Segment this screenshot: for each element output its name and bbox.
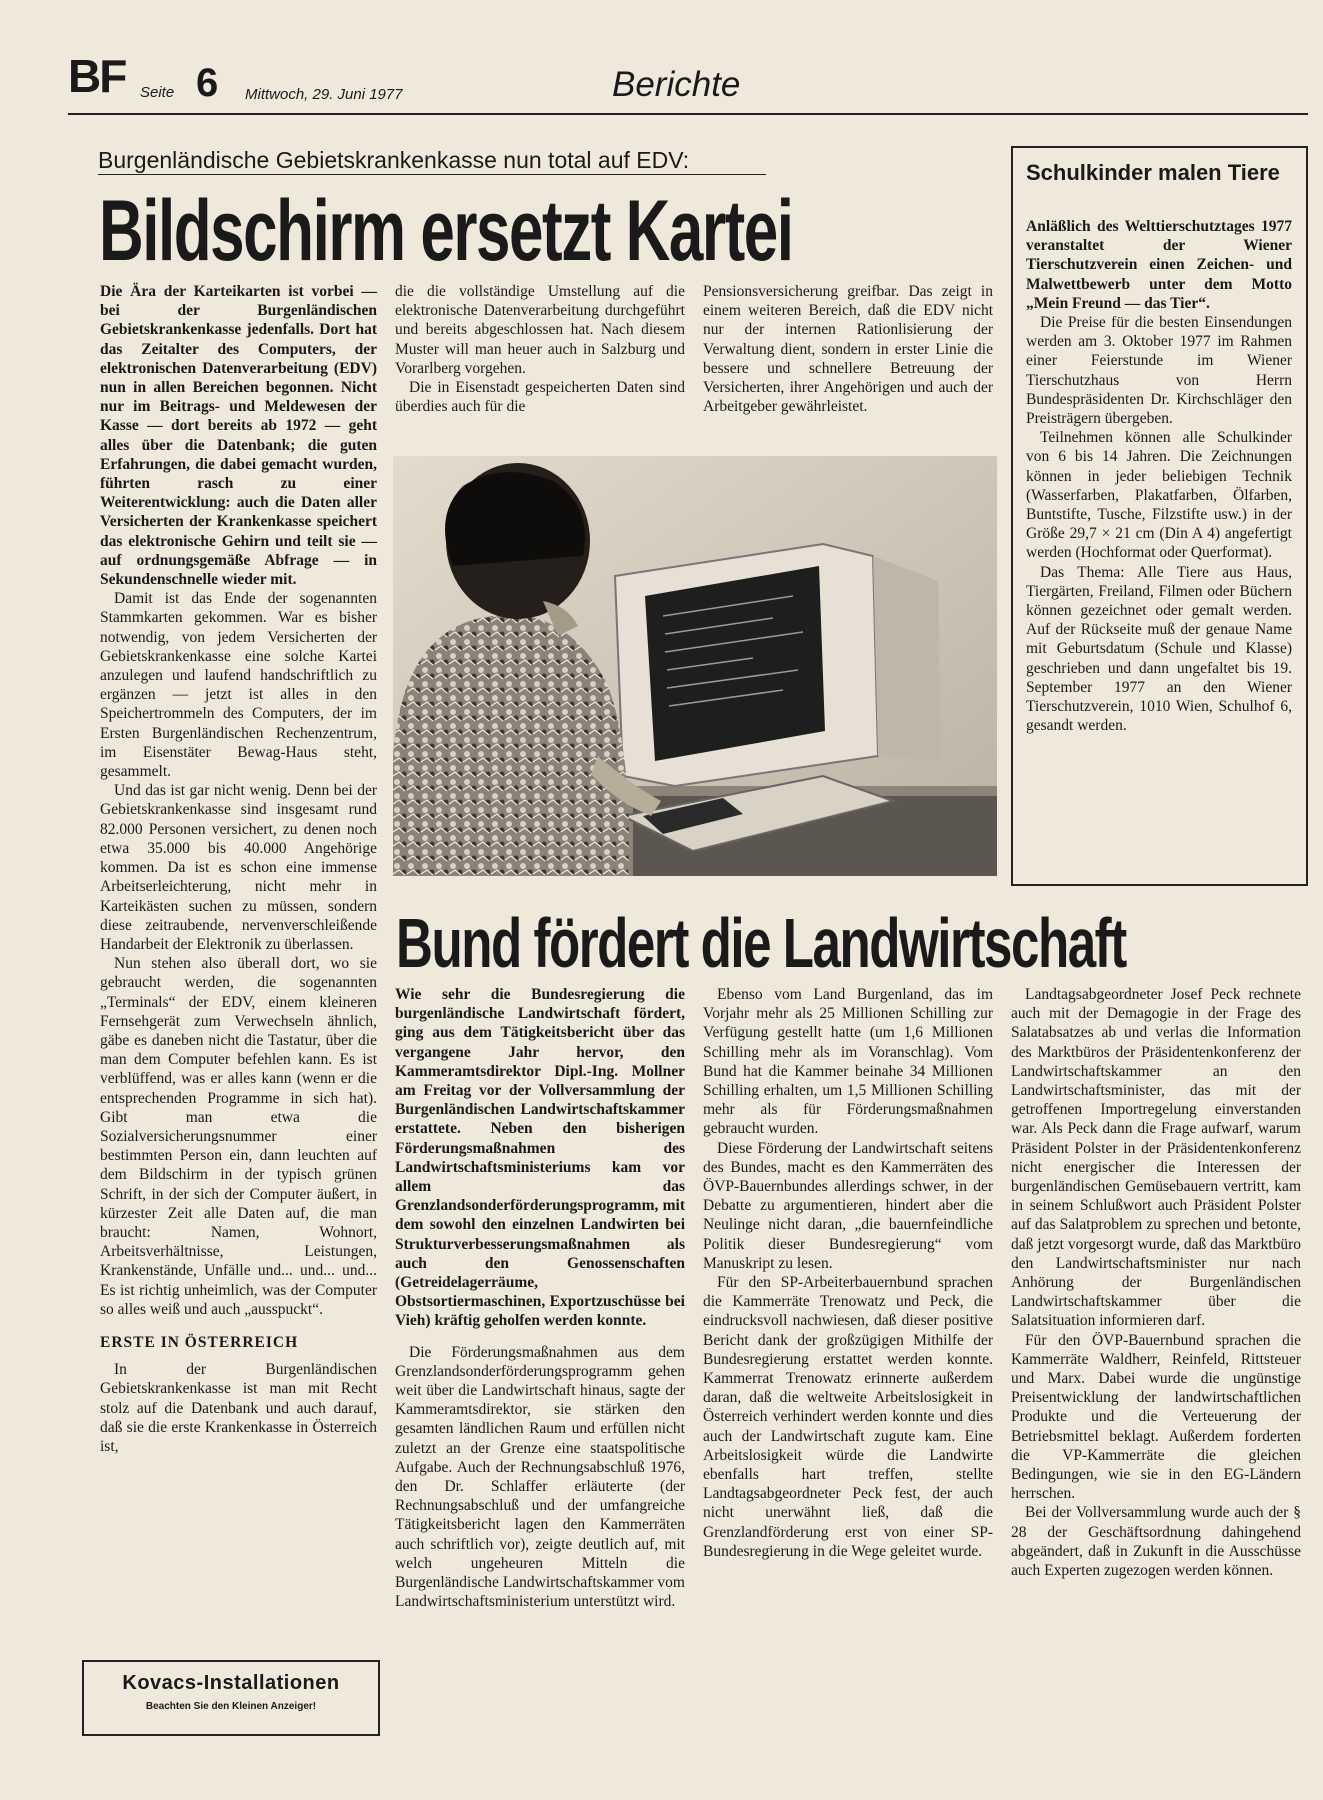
article1-lead: Die Ära der Karteikarten ist vorbei — bei der Burgenländischen Gebietskrankenkasse jedenfalls. Dort hat das Zeitalter des Computers, der elektronischen Datenverarbeitung (EDV) nun in allen Bereichen begonnen. Nicht nur im Beitrags- und Meldewesen der Kasse — dort bereits ab 1972 — geht alles über die Datenbank; die guten Erfahrungen, die dabei gemacht wurden, führten rasch zu einer Weiterentwicklung: auch die Daten aller Versicherten der Krankenkasse speichert das elektronische Gehirn und teilt sie — auf ordnungsgemäße Abfrage — in Sekundenschnelle wieder mit. [100, 283, 377, 589]
article1-column-1 [100, 282, 377, 1456]
article1-column-2 [395, 282, 685, 416]
sidebar-body [1026, 217, 1292, 735]
kicker-underline [98, 174, 766, 175]
article2-lead: Wie sehr die Bundesregierung die burgenländische Landwirtschaft fördert, ging aus dem Tätigkeitsbericht über das vergangene Jahr hervor, den Kammeramtsdirektor Dipl.-Ing. Mollner am Freitag vor der Vollversammlung der Burgenländischen Landwirtschaftskammer erstattete. Neben den bisherigen Förderungsmaßnahmen des Landwirtschaftsministeriums kam vor allem das Grenzlandsonderförderungsprogramm, mit dem sowohl den einzelnen Landwirten bei Strukturverbesserungsmaßnahmen als auch den Genossenschaften (Getreidelagerräume, Obstsortiermaschinen, Exportzuschüsse bei Vieh) kräftig geholfen werden konnte. [395, 986, 685, 1330]
masthead-page-number: 6 [196, 61, 219, 105]
article2-column-1 [395, 985, 685, 1612]
kovacs-ad-box [82, 1660, 380, 1736]
masthead-section: Berichte [612, 65, 741, 104]
article2-paragraph: Für den ÖVP-Bauernbund sprachen die Kammerräte Waldherr, Reinfeld, Rittsteuer und Marx. Dabei wurde die ungünstige Preisentwicklung der landwirtschaftlichen Produkte und die Verteuerung der Betriebsmittel beklagt. Außerdem forderten die VP-Kammerräte die gleichen Bedingungen, wie sie in den EG-Ländern herrschen. [1011, 1331, 1301, 1503]
kovacs-ad-name: Kovacs-Installationen [122, 1672, 340, 1694]
masthead-rule [68, 113, 1308, 115]
article1-paragraph: Und das ist gar nicht wenig. Denn bei der Gebietskrankenkasse sind insgesamt rund 82.000 Personen versichert, zu denen noch etwa 35.000 bis 40.000 Angehörige kommen. Da ist es schon eine immense Arbeitserleichterung, nicht mehr in Karteikästen suchen zu müssen, sondern diese zeitraubende, nervenverschleißende Handarbeit der Elektronik zu überlassen. [100, 782, 377, 953]
sidebar-lead: Anläßlich des Welttierschutztages 1977 veranstaltet der Wiener Tierschutzverein einen Zeichen- und Malwettbewerb unter dem Motto „Mein Freund — das Tier“. [1026, 218, 1292, 312]
sidebar-paragraph: Die Preise für die besten Einsendungen werden am 3. Oktober 1977 im Rahmen einer Feierstunde im Wiener Tierschutzhaus von Herrn Bundespräsidenten Dr. Kirchschläger den Preisträgern übergeben. [1026, 314, 1292, 428]
masthead-seite-label: Seite [140, 84, 175, 101]
article1-headline: Bildschirm ersetzt Kartei [99, 183, 793, 279]
article1-paragraph: In der Burgenländischen Gebietskrankenkasse ist man mit Recht stolz auf die Datenbank und auch darauf, daß sie die erste Krankenkasse in Österreich ist, [100, 1361, 377, 1455]
article1-kicker: Burgenländische Gebietskrankenkasse nun total auf EDV: [98, 147, 690, 173]
article1-paragraph: Damit ist das Ende der sogenannten Stammkarten gekommen. War es bisher notwendig, von jedem Versicherten der Gebietskrankenkasse eine solche Kartei anzulegen und laufend handschriftlich zu ergänzen — jetzt ist alles in den Speichertrommeln des Computers, der im Ersten Burgenländischen Rechenzentrum, im Eisenstäter Bewag-Haus steht, gesammelt. [100, 590, 377, 781]
article1-paragraph: Pensionsversicherung greifbar. Das zeigt in einem weiteren Bereich, daß die EDV nicht nur der internen Rationlisierung der Verwaltung dient, sondern in erster Linie die bessere und schnellere Betreuung der Versicherten, ihrer Angehörigen und auch der Arbeitgeber gewährleistet. [703, 283, 993, 416]
article2-headline: Bund fördert die Landwirtschaft [396, 904, 1126, 982]
kovacs-ad-tagline: Beachten Sie den Kleinen Anzeiger! [145, 1701, 317, 1712]
article1-paragraph: Nun stehen also überall dort, wo sie gebraucht werden, die sogenannten „Terminals“ der EDV, einem kleineren Fernsehgerät zum Verwechseln ähnlich, gäbe es daneben nicht die Tastatur, über die man dem Computer befehlen kann. Es ist verblüffend, was er alles kann (wenn er die entsprechenden Programme in sich hat). Gibt man etwa die Sozialversicherungsnummer einer bestimmten Person ein, dann leuchten auf dem Bildschirm in der typisch grünen Schrift, in der sich der Computer äußert, in kürzester Zeit alle Daten auf, die man braucht: Namen, Wohnort, Arbeitsverhältnisse, Leistungen, Krankenstände, Unfälle und... und... und... Es ist richtig unheimlich, was der Computer so alles weiß und auch „ausspuckt“. [100, 955, 377, 1318]
article1-column-3 [703, 282, 993, 416]
article2-column-2 [703, 985, 993, 1561]
masthead-logo: BF [68, 50, 126, 102]
sidebar-paragraph: Teilnehmen können alle Schulkinder von 6 bis 14 Jahren. Die Zeichnungen können in jeder beliebigen Technik (Wasserfarben, Plakatfarben, Ölfarben, Buntstifte, Tusche, Filzstifte usw.) in der Größe 29,7 × 21 cm (Din A 4) angefertigt werden (Hochformat oder Querformat). [1026, 429, 1292, 562]
article2-paragraph: Diese Förderung der Landwirtschaft seitens des Bundes, macht es den Kammerräten des ÖVP-Bauernbundes allerdings schwer, in der Debatte zu argumentieren, hindert aber die Neulinge nicht daran, „die bauernfeindliche Politik dieser Bundesregierung“ vom Manuskript zu lesen. [703, 1139, 993, 1272]
article1-paragraph: die die vollständige Umstellung auf die elektronische Datenverarbeitung durchgeführt und bereits abgeschlossen hat. Nach diesem Muster will man heuer auch in Salzburg und Vorarlberg vorgehen. [395, 283, 685, 377]
article2-column-3 [1011, 985, 1301, 1580]
article2-paragraph: Ebenso vom Land Burgenland, das im Vorjahr mehr als 25 Millionen Schilling zur Verfügung gestellt hatte (um 1,6 Millionen Schilling mehr als im Voranschlag). Vom Bund hat die Kammer beinahe 34 Millionen Schilling erhalten, um 1,5 Millionen Schilling mehr als für Förderungsmaßnahmen gebraucht wurden. [703, 986, 993, 1138]
article2-paragraph: Die Förderungsmaßnahmen aus dem Grenzlandsonderförderungsprogramm gehen weit über die Landwirtschaft hinaus, sagte der Kammeramtsdirektor, sie stärken den gesamten ländlichen Raum und erfüllen nicht zuletzt an der Grenze eine staatspolitische Aufgabe. Auch der Rechnungsabschluß 1976, den Dr. Schlaffer erläuterte (der Rechnungsabschluß und der umfangreiche Tätigkeitsbericht lagen den Kammerräten auch schriftlich vor), zeigte deutlich auf, mit welch ungeheuren Mitteln die Burgenländische Landwirtschaftskammer vom Landwirtschaftsministerium unterstützt wird. [395, 1343, 685, 1611]
article2-paragraph: Für den SP-Arbeiterbauernbund sprachen die Kammerräte Trenowatz und Peck, die eindrucksvoll nachwiesen, daß dieser positive Bericht dank der großzügigen Mithilfe der Bundesregierung erstattet werden konnte. Kammerrat Trenowatz erinnerte außerdem daran, daß die weltweite Arbeitslosigkeit in Österreich verhindert werden konnte und dies auch der Landwirtschaft zugute kam. Eine Arbeitslosigkeit würde die Landwirte ebenfalls hart treffen, stellte Landtagsabgeordneter Peck fest, der auch nicht unerwähnt ließ, daß die Grenzlandförderung erst von einer SP-Bundesregierung in die Wege geleitet wurde. [703, 1274, 993, 1560]
sidebar-title: Schulkinder malen Tiere [1026, 160, 1280, 185]
article1-subhead: ERSTE IN ÖSTERREICH [100, 1333, 299, 1351]
article1-paragraph: Die in Eisenstadt gespeicherten Daten sind überdies auch für die [395, 379, 685, 416]
article2-paragraph: Bei der Vollversammlung wurde auch der § 28 der Geschäftsordnung dahingehend abgeändert, daß in Zukunft in die Ausschüsse auch Experten zugezogen werden können. [1011, 1504, 1301, 1580]
masthead-date: Mittwoch, 29. Juni 1977 [245, 86, 403, 103]
terminal-photo-image [393, 456, 997, 876]
article2-paragraph: Landtagsabgeordneter Josef Peck rechnete auch mit der Demagogie in der Frage des Salatabsatzes ab und verlas die Information des Marktbüros der Präsidentenkonferenz der Landwirtschaftskammer an den Landwirtschaftsminister, das mit der getroffenen Importregelung einverstanden war. Als Peck dann die Frage aufwarf, warum Präsident Polster in der Präsidentenkonferenz nicht energischer die Interessen der burgenländischen Gemüsebauern vertritt, kam in seinem Schlußwort auch Präsident Polster auf das Salatproblem zu sprechen und betonte, daß jetzt vorgesorgt wurde, daß das Marktbüro den Landwirtschaftsminister nur nach Anhörung der Burgenländischen Landwirtschaftskammer über die Salatsituation informieren darf. [1011, 986, 1301, 1330]
sidebar-paragraph: Das Thema: Alle Tiere aus Haus, Tiergärten, Freiland, Filmen oder Büchern können gezeichnet oder gemalt werden. Auf der Rückseite muß der genaue Name mit Geburtsdatum (Schule und Klasse) geschrieben und dann ungefaltet bis 19. September 1977 an den Wiener Tierschutzverein, 1010 Wien, Schulhof 6, gesandt werden. [1026, 563, 1292, 735]
terminal-photo [393, 456, 997, 876]
